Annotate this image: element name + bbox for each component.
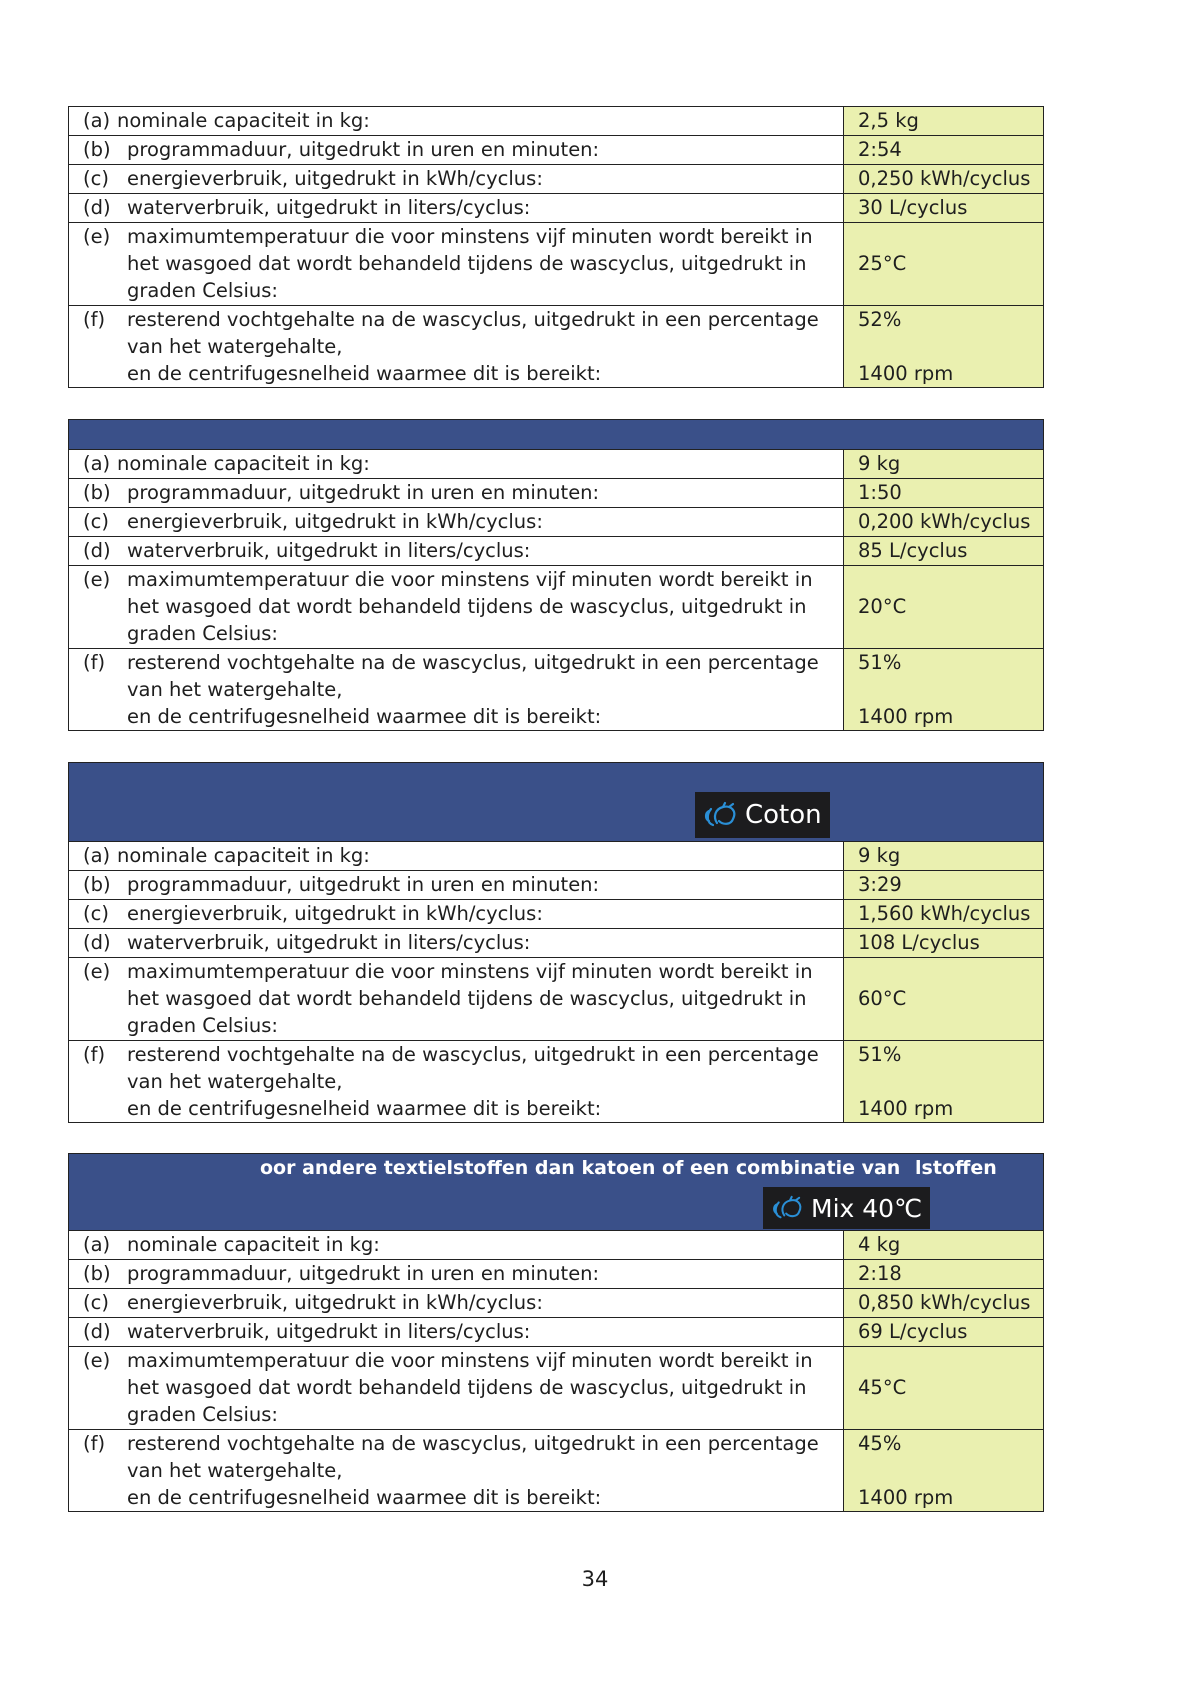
row-value: 1,560 kWh/cyclus [844,900,1043,928]
table-row [69,164,1043,193]
table-row [69,507,1043,536]
row-letter: (a) [83,109,111,132]
row-value: 9 kg [844,842,1043,870]
table-row [69,899,1043,928]
table-header [69,420,1043,450]
row-value: 30 L/cyclus [844,194,1043,222]
row-value: 51% [858,651,902,674]
header-text: oor andere textielstoffen dan katoen of een combinatie van [260,1157,901,1179]
program-badge-coton [695,792,830,838]
row-letter: (b) [83,481,111,504]
table-row [69,1429,1043,1511]
program-badge-mix [763,1187,930,1229]
row-label: maximumtemperatuur die voor minstens vijf minuten wordt bereikt in het wasgoed dat wordt behandeld tijdens de wascyclus, uitgedrukt in graden Celsius: [127,960,813,1037]
row-label: energieverbruik, uitgedrukt in kWh/cyclus: [127,510,543,533]
table-row [69,478,1043,507]
table-row [69,305,1043,387]
table-row [69,450,1043,478]
row-label: waterverbruik, uitgedrukt in liters/cyclus: [127,539,531,562]
table-row [69,193,1043,222]
row-letter: (c) [83,1291,109,1314]
row-label: waterverbruik, uitgedrukt in liters/cyclus: [127,931,531,954]
table-row [69,1040,1043,1122]
table-row [69,222,1043,305]
row-letter: (b) [83,1262,111,1285]
row-letter: (f) [83,651,106,674]
table-row [69,1231,1043,1259]
table-row [69,536,1043,565]
row-value: 4 kg [844,1231,1043,1259]
row-label: nominale capaciteit in kg: [127,1233,380,1256]
row-letter: (d) [83,931,111,954]
row-label-2: en de centrifugesnelheid waarmee dit is bereikt: [127,705,602,728]
badge-label: Coton [745,800,822,830]
row-value: 2:54 [844,136,1043,164]
row-value-2: 1400 rpm [858,1097,954,1120]
table-row [69,565,1043,648]
table-row [69,1317,1043,1346]
row-label: programmaduur, uitgedrukt in uren en minuten: [127,138,600,161]
row-value: 0,200 kWh/cyclus [844,508,1043,536]
row-value: 45% [858,1432,902,1455]
row-value: 20°C [858,595,907,618]
page-number: 34 [581,1567,609,1591]
row-label: maximumtemperatuur die voor minstens vijf minuten wordt bereikt in het wasgoed dat wordt behandeld tijdens de wascyclus, uitgedrukt in graden Celsius: [127,1349,813,1426]
row-value: 2:18 [844,1260,1043,1288]
spec-table-1 [68,106,1044,388]
row-letter: (e) [83,225,111,248]
row-label: resterend vochtgehalte na de wascyclus, uitgedrukt in een percentage van het watergehalte, [127,1432,819,1482]
row-letter: (a) [83,844,111,867]
row-value: 52% [858,308,902,331]
row-value: 3:29 [844,871,1043,899]
row-label: energieverbruik, uitgedrukt in kWh/cyclus: [127,167,543,190]
row-letter: (e) [83,960,111,983]
table-row [69,870,1043,899]
row-label: maximumtemperatuur die voor minstens vijf minuten wordt bereikt in het wasgoed dat wordt behandeld tijdens de wascyclus, uitgedrukt in graden Celsius: [127,225,813,302]
row-label: waterverbruik, uitgedrukt in liters/cyclus: [127,196,531,219]
row-letter: (c) [83,167,109,190]
laundry-program-icon [771,1195,805,1221]
table-row [69,135,1043,164]
table-row [69,928,1043,957]
row-letter: (e) [83,1349,111,1372]
row-label: programmaduur, uitgedrukt in uren en minuten: [127,1262,600,1285]
table-row [69,648,1043,730]
row-label: nominale capaciteit in kg: [117,452,370,475]
table-row [69,957,1043,1040]
row-value-2: 1400 rpm [858,362,954,385]
table-header [69,1154,1043,1231]
table-header [69,763,1043,842]
row-label: energieverbruik, uitgedrukt in kWh/cyclus: [127,1291,543,1314]
row-value: 9 kg [844,450,1043,478]
row-value: 0,250 kWh/cyclus [844,165,1043,193]
row-value-2: 1400 rpm [858,705,954,728]
table-row [69,107,1043,135]
row-letter: (d) [83,539,111,562]
table-row [69,842,1043,870]
row-value: 2,5 kg [844,107,1043,135]
row-letter: (c) [83,510,109,533]
badge-label: Mix 40℃ [811,1193,923,1223]
row-label: nominale capaciteit in kg: [117,844,370,867]
row-value: 0,850 kWh/cyclus [844,1289,1043,1317]
row-label: programmaduur, uitgedrukt in uren en minuten: [127,481,600,504]
row-letter: (b) [83,873,111,896]
row-label-2: en de centrifugesnelheid waarmee dit is bereikt: [127,362,602,385]
header-text-2: lstoffen [915,1157,997,1179]
row-label: resterend vochtgehalte na de wascyclus, uitgedrukt in een percentage van het watergehalte, [127,308,819,358]
row-label: energieverbruik, uitgedrukt in kWh/cyclus: [127,902,543,925]
row-label: nominale capaciteit in kg: [117,109,370,132]
row-letter: (a) [83,1233,111,1256]
row-letter: (f) [83,1043,106,1066]
spec-table-2 [68,419,1044,731]
table-row [69,1346,1043,1429]
row-value: 45°C [858,1376,907,1399]
row-label: resterend vochtgehalte na de wascyclus, uitgedrukt in een percentage van het watergehalte, [127,1043,819,1093]
row-letter: (f) [83,308,106,331]
row-value: 85 L/cyclus [844,537,1043,565]
spec-table-4 [68,1153,1044,1512]
row-value: 1:50 [844,479,1043,507]
row-letter: (d) [83,196,111,219]
row-value: 60°C [858,987,907,1010]
row-label: programmaduur, uitgedrukt in uren en minuten: [127,873,600,896]
row-value: 108 L/cyclus [844,929,1043,957]
row-letter: (f) [83,1432,106,1455]
laundry-program-icon [703,801,739,829]
row-value: 69 L/cyclus [844,1318,1043,1346]
row-value: 25°C [858,252,907,275]
table-row [69,1259,1043,1288]
spec-table-3 [68,762,1044,1123]
row-label: maximumtemperatuur die voor minstens vijf minuten wordt bereikt in het wasgoed dat wordt behandeld tijdens de wascyclus, uitgedrukt in graden Celsius: [127,568,813,645]
row-label: waterverbruik, uitgedrukt in liters/cyclus: [127,1320,531,1343]
row-label-2: en de centrifugesnelheid waarmee dit is bereikt: [127,1486,602,1509]
row-value: 51% [858,1043,902,1066]
row-letter: (e) [83,568,111,591]
row-label-2: en de centrifugesnelheid waarmee dit is bereikt: [127,1097,602,1120]
row-letter: (b) [83,138,111,161]
row-label: resterend vochtgehalte na de wascyclus, uitgedrukt in een percentage van het watergehalte, [127,651,819,701]
row-letter: (a) [83,452,111,475]
row-letter: (c) [83,902,109,925]
row-letter: (d) [83,1320,111,1343]
row-value-2: 1400 rpm [858,1486,954,1509]
table-row [69,1288,1043,1317]
